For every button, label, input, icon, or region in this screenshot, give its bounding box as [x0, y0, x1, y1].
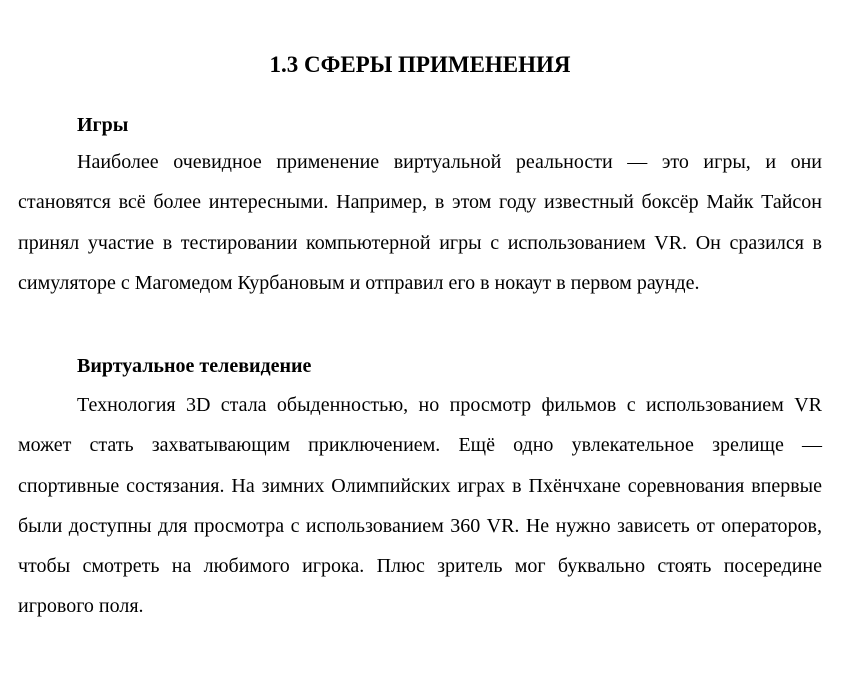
- games-paragraph: Наиболее очевидное применение виртуальной реальности — это игры, и они становятся всё более интересными. Например, в этом году известный боксёр Майк Тайсон принял участие в тестировании компьютерной игры с использованием VR. Он сразился в симуляторе с Магомедом Курбановым и отправил его в нокаут в первом раунде.: [18, 151, 822, 294]
- tv-heading: Виртуальное телевидение: [77, 355, 312, 377]
- tv-paragraph: Технология 3D стала обыденностью, но просмотр фильмов с использованием VR может стать захватывающим приключением. Ещё одно увлекательное зрелище — спортивные состязания. На зимних Олимпийских играх в Пхёнчхане соревнования впервые были доступны для просмотра с использованием 360 VR. Не нужно зависеть от операторов, чтобы смотреть на любимого игрока. Плюс зритель мог буквально стоять посередине игрового поля.: [18, 394, 822, 618]
- games-heading: Игры: [77, 114, 129, 136]
- section-title: 1.3 СФЕРЫ ПРИМЕНЕНИЯ: [269, 52, 571, 77]
